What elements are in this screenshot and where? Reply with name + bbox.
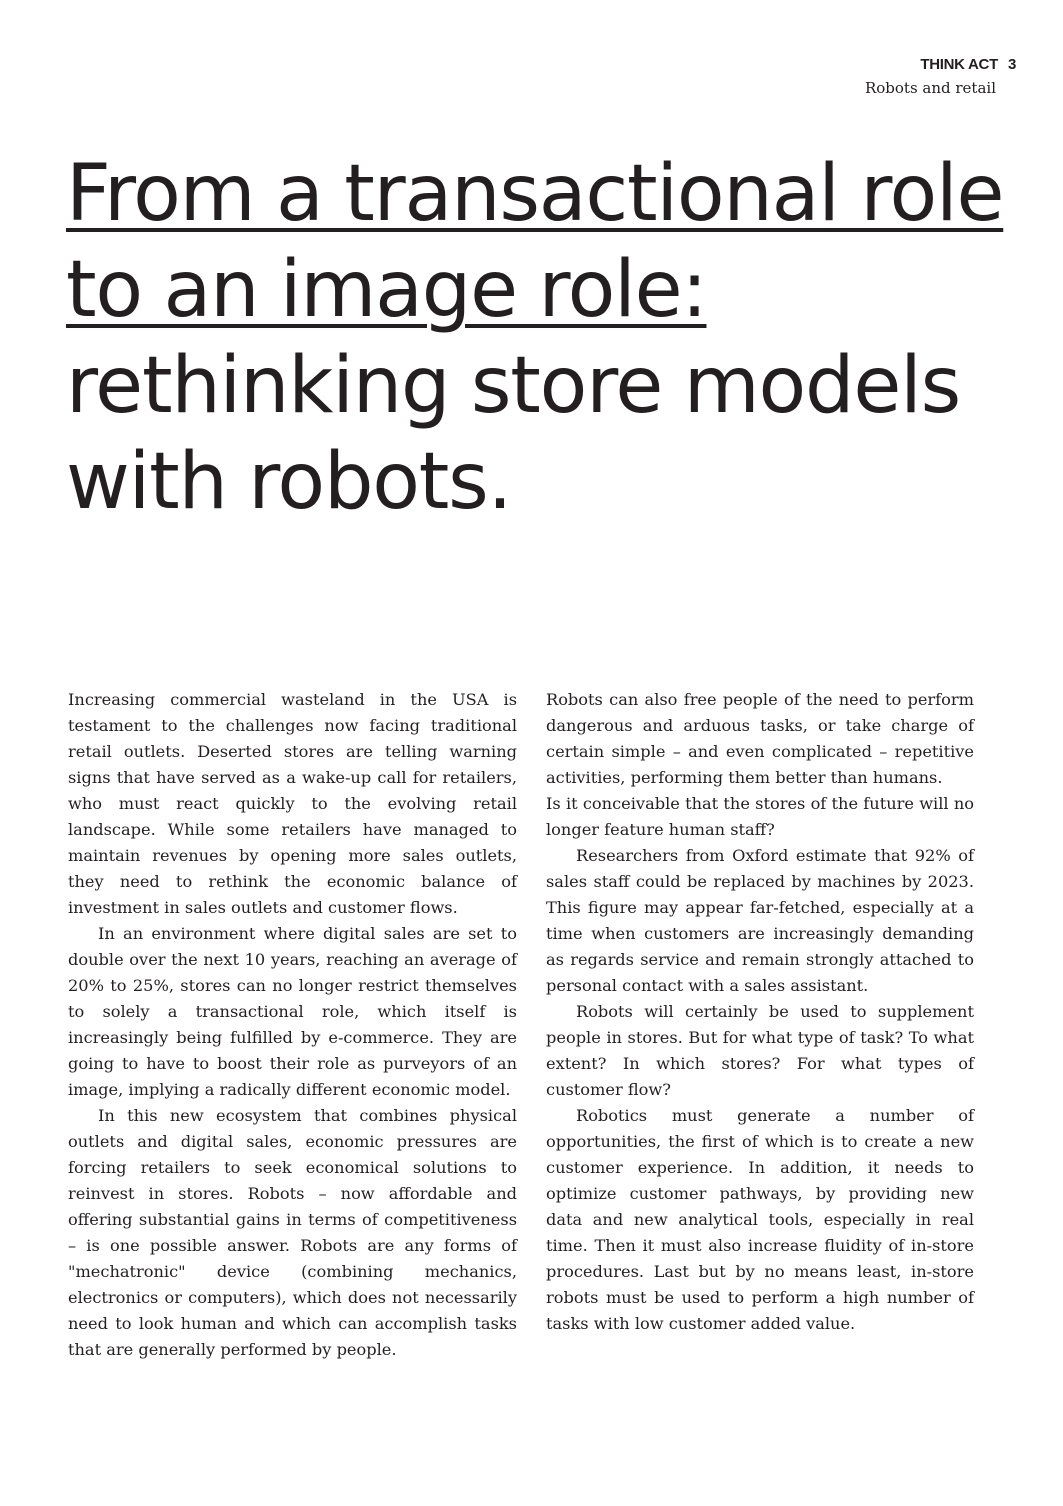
- header-brand-line: [865, 54, 1016, 76]
- page-title: [66, 146, 1016, 530]
- title-line-1: From a transactional role: [66, 149, 1004, 239]
- paragraph: Researchers from Oxford estimate that 92% of sales staff could be replaced by machines by 2023. This figure may appear far-fetched, especially at a time when customers are increasingly demanding as regards service and remain strongly attached to personal contact with a sales assistant.: [546, 846, 974, 995]
- paragraph: Robots can also free people of the need to perform dangerous and arduous tasks, or take charge of certain simple – and even complicated – repetitive activities, performing them better than humans.: [546, 690, 974, 787]
- paragraph: In this new ecosystem that combines physical outlets and digital sales, economic pressures are forcing retailers to seek economical solutions to reinvest in stores. Robots – now affordable and offering substantial gains in terms of competitiveness – is one possible answer. Robots are any forms of "mechatronic" device (combining mechanics, electronics or computers), which does not necessarily need to look human and which can accomplish tasks that are generally performed by people.: [68, 1106, 517, 1359]
- paragraph: Robots will certainly be used to supplement people in stores. But for what type of task? To what extent? In which stores? For what types of customer flow?: [546, 1002, 974, 1099]
- title-line-2: to an image role:: [66, 245, 707, 335]
- body-column-right: [546, 687, 974, 1337]
- page-number: 3: [1007, 56, 1016, 73]
- body-column-left: [68, 687, 517, 1363]
- title-line-3: rethinking store models: [66, 341, 961, 431]
- title-line-4: with robots.: [66, 437, 512, 527]
- paragraph: Increasing commercial wasteland in the USA is testament to the challenges now facing traditional retail outlets. Deserted stores are telling warning signs that have served as a wake-up call for retailers, who must react quickly to the evolving retail landscape. While some retailers have managed to maintain revenues by opening more sales outlets, they need to rethink the economic balance of investment in sales outlets and customer flows.: [68, 690, 517, 917]
- paragraph: Robotics must generate a number of opportunities, the first of which is to create a new customer experience. In addition, it needs to optimize customer pathways, by providing new data and new analytical tools, especially in real time. Then it must also increase fluidity of in-store procedures. Last but by no means least, in-store robots must be used to perform a high number of tasks with low customer added value.: [546, 1106, 974, 1333]
- paragraph: In an environment where digital sales are set to double over the next 10 years, reaching an average of 20% to 25%, stores can no longer restrict themselves to solely a transactional role, which itself is increasingly being fulfilled by e-commerce. They are going to have to boost their role as purveyors of an image, implying a radically different economic model.: [68, 924, 517, 1099]
- brand-name: THINK ACT: [920, 56, 998, 73]
- paragraph: Is it conceivable that the stores of the future will no longer feature human staff?: [546, 794, 974, 839]
- section-name: Robots and retail: [864, 79, 996, 97]
- page-header: [865, 54, 1016, 100]
